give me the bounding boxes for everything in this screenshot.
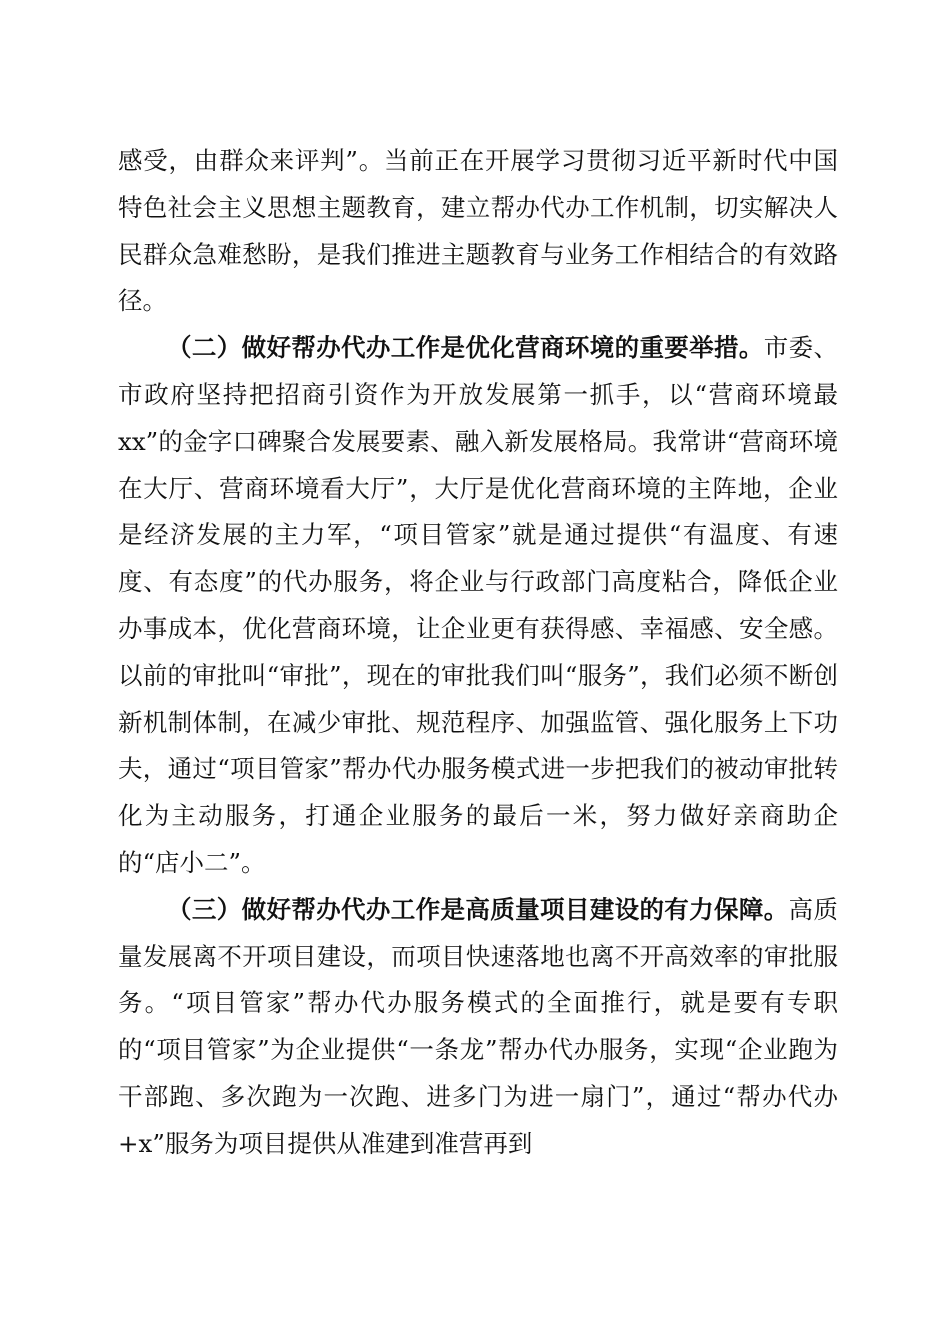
paragraph-text: 高质量发展离不开项目建设，而项目快速落地也离不开高效率的审批服务。“项目管家”帮办代办服务模式的全面推行，就是要有专职的“项目管家”为企业提供“一条龙”帮办代办服务，实现“企业跑为干部跑、多次跑为一次跑、进多门为进一扇门”，通过“帮办代办+x”服务为项目提供从准建到准营再到 [118, 894, 839, 1158]
paragraph-section-2 [118, 325, 838, 887]
section-2-heading: （二）做好帮办代办工作是优化营商环境的重要举措。 [167, 333, 764, 363]
section-3-heading: （三）做好帮办代办工作是高质量项目建设的有力保障。 [167, 894, 789, 924]
paragraph-text: 市委、市政府坚持把招商引资作为开放发展第一抓手，以“营商环境最xx”的金字口碑聚合发展要素、融入新发展格局。我常讲“营商环境在大厅、营商环境看大厅”，大厅是优化营商环境的主阵地，企业是经济发展的主力军，“项目管家”就是通过提供“有温度、有速度、有态度”的代办服务，将企业与行政部门高度粘合，降低企业办事成本，优化营商环境，让企业更有获得感、幸福感、安全感。以前的审批叫“审批”，现在的审批我们叫“服务”，我们必须不断创新机制体制，在减少审批、规范程序、加强监管、强化服务上下功夫，通过“项目管家”帮办代办服务模式进一步把我们的被动审批转化为主动服务，打通企业服务的最后一米，努力做好亲商助企的“店小二”。 [118, 333, 839, 877]
document-body [118, 138, 838, 1168]
paragraph-text: 感受，由群众来评判”。当前正在开展学习贯彻习近平新时代中国特色社会主义思想主题教育，建立帮办代办工作机制，切实解决人民群众急难愁盼，是我们推进主题教育与业务工作相结合的有效路径。 [118, 146, 838, 316]
paragraph-continuation [118, 138, 838, 325]
paragraph-section-3 [118, 887, 838, 1168]
